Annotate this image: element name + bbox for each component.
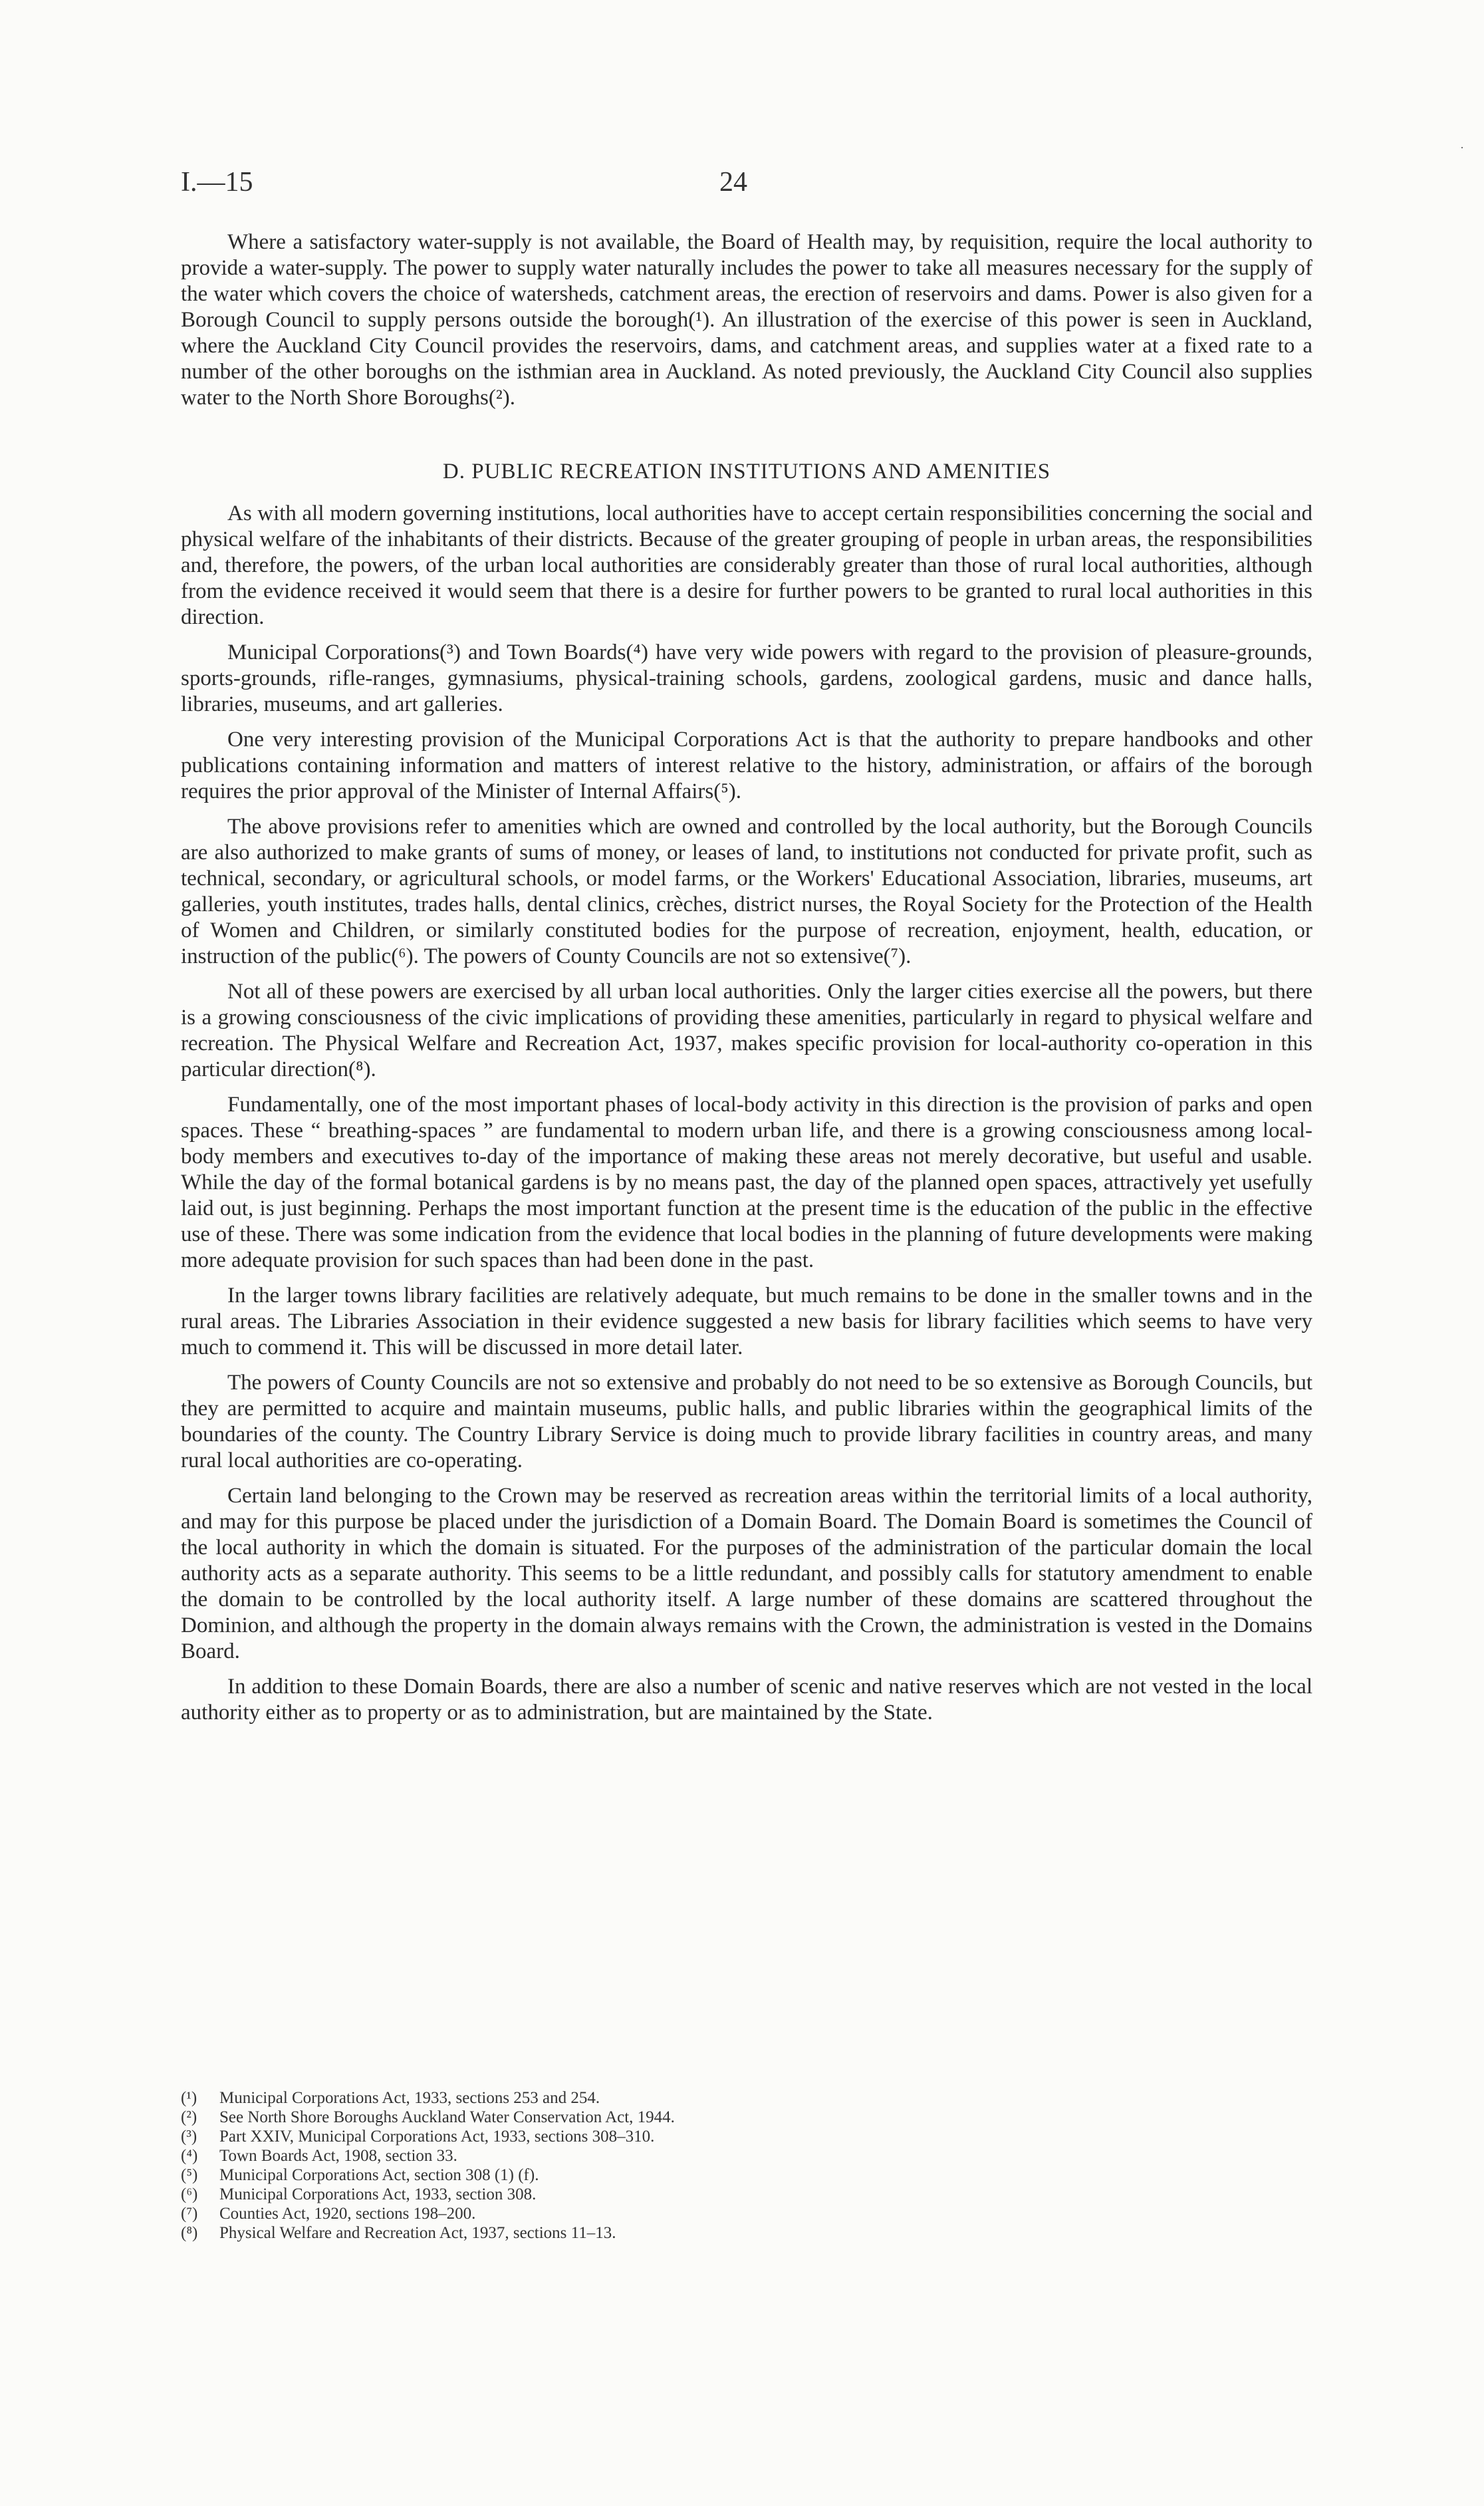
footnote <box>181 2185 1112 2204</box>
footnote-text: Part XXIV, Municipal Corporations Act, 1933, sections 308–310. <box>219 2128 655 2146</box>
footnote-mark: (⁵) <box>181 2166 198 2184</box>
footnote-mark: (⁴) <box>181 2147 198 2165</box>
footnote-text: Municipal Corporations Act, section 308 (1) (f). <box>219 2166 539 2184</box>
page-number: 24 <box>719 167 747 198</box>
margin-mark: · <box>1460 141 1464 154</box>
footnote <box>181 2204 1112 2223</box>
paragraph: In addition to these Domain Boards, there are also a number of scenic and native reserves which are not vested in the local authority either as to property or as to administration, but are maintained by the State. <box>181 1675 1312 1725</box>
footnote-text: Physical Welfare and Recreation Act, 1937, sections 11–13. <box>219 2224 616 2242</box>
footnote <box>181 2165 1112 2185</box>
paragraph: Certain land belonging to the Crown may be reserved as recreation areas within the territorial limits of a local authority, and may for this purpose be placed under the jurisdiction of a Domain Board. The Domain Board is sometimes the Council of the local authority in which the domain is situated. For the purposes of the administration of the particular domain the local authority acts as a separate authority. This seems to be a little redundant, and possibly calls for statutory amendment to enable the domain to be controlled by the local authority itself. A large number of these domains are scattered throughout the Dominion, and although the property in the domain always remains with the Crown, the administration is vested in the Domains Board. <box>181 1484 1312 1663</box>
footnotes <box>181 2088 1112 2243</box>
footnote <box>181 2223 1112 2243</box>
footnote <box>181 2127 1112 2146</box>
footnote-text: Municipal Corporations Act, 1933, sections 253 and 254. <box>219 2089 600 2107</box>
body-text <box>181 229 1312 1735</box>
footnote-mark: (⁷) <box>181 2205 198 2223</box>
footnote <box>181 2108 1112 2127</box>
section-heading: D. PUBLIC RECREATION INSTITUTIONS AND AMENITIES <box>442 460 1051 484</box>
footnote-text: Municipal Corporations Act, 1933, section 308. <box>219 2185 537 2203</box>
footnote <box>181 2146 1112 2165</box>
paragraph: In the larger towns library facilities are relatively adequate, but much remains to be done in the smaller towns and in the rural areas. The Libraries Association in their evidence suggested a new basis for library facilities which seems to have very much to commend it. This will be discussed in more detail later. <box>181 1284 1312 1359</box>
paragraph: Not all of these powers are exercised by all urban local authorities. Only the larger cities exercise all the powers, but there is a growing consciousness of the civic implications of providing these amenities, particularly in regard to physical welfare and recreation. The Physical Welfare and Recreation Act, 1937, makes specific provision for local-authority co-operation in this particular direction(⁸). <box>181 980 1312 1081</box>
footnote-text: Counties Act, 1920, sections 198–200. <box>219 2205 476 2223</box>
footnote-mark: (⁶) <box>181 2185 198 2203</box>
paragraph: Municipal Corporations(³) and Town Boards(⁴) have very wide powers with regard to the provision of pleasure-grounds, sports-grounds, rifle-ranges, gymnasiums, physical-training schools, gardens, zoological gardens, music and dance halls, libraries, museums, and art galleries. <box>181 640 1312 716</box>
footnote-mark: (²) <box>181 2108 197 2126</box>
footnote-mark: (³) <box>181 2128 197 2146</box>
paragraph: One very interesting provision of the Municipal Corporations Act is that the authority to prepare handbooks and other publications containing information and matters of interest relative to the history, administration, or affairs of the borough requires the prior approval of the Minister of Internal Affairs(⁵). <box>181 728 1312 803</box>
footnote-text: See North Shore Boroughs Auckland Water Conservation Act, 1944. <box>219 2108 675 2126</box>
paragraph: As with all modern governing institutions, local authorities have to accept certain responsibilities concerning the social and physical welfare of the inhabitants of their districts. Because of the greater grouping of people in urban areas, the responsibilities and, therefore, the powers, of the urban local authorities are considerably greater than those of rural local authorities, although from the evidence received it would seem that there is a desire for further powers to be granted to rural local authorities in this direction. <box>181 501 1312 629</box>
footnote-mark: (⁸) <box>181 2224 198 2242</box>
paragraph: Fundamentally, one of the most important phases of local-body activity in this direction is the provision of parks and open spaces. These “ breathing-spaces ” are fundamental to modern urban life, and there is a growing consciousness among local-body members and executives to-day of the importance of making these areas not merely decorative, but useful and usable. While the day of the formal botanical gardens is by no means past, the day of the planned open spaces, attractively yet usefully laid out, is just beginning. Perhaps the most important function at the present time is the education of the public in the effective use of these. There was some indication from the evidence that local bodies in the planning of future developments were making more adequate provision for such spaces than had been done in the past. <box>181 1093 1312 1272</box>
footnote-mark: (¹) <box>181 2089 197 2107</box>
footnote <box>181 2088 1112 2108</box>
paragraph-water-supply: Where a satisfactory water-supply is not available, the Board of Health may, by requisition, require the local authority to provide a water-supply. The power to supply water naturally includes the power to take all measures necessary for the supply of the water which covers the choice of watersheds, catchment areas, the erection of reservoirs and dams. Power is also given for a Borough Council to supply persons outside the borough(¹). An illustration of the exercise of this power is seen in Auckland, where the Auckland City Council provides the reservoirs, dams, and catchment areas, and supplies water at a fixed rate to a number of the other boroughs on the isthmian area in Auckland. As noted previously, the Auckland City Council also supplies water to the North Shore Boroughs(²). <box>181 230 1312 410</box>
paragraph: The above provisions refer to amenities which are owned and controlled by the local authority, but the Borough Councils are also authorized to make grants of sums of money, or leases of land, to institutions not conducted for private profit, such as technical, secondary, or agricultural schools, or model farms, or the Workers' Educational Association, libraries, museums, art galleries, youth institutes, trades halls, dental clinics, crèches, district nurses, the Royal Society for the Protection of the Health of Women and Children, or similarly constituted bodies for the purpose of recreation, enjoyment, health, education, or instruction of the public(⁶). The powers of County Councils are not so extensive(⁷). <box>181 815 1312 968</box>
footnote-text: Town Boards Act, 1908, section 33. <box>219 2147 457 2165</box>
document-reference: I.—15 <box>181 167 253 198</box>
paragraph: The powers of County Councils are not so extensive and probably do not need to be so extensive as Borough Councils, but they are permitted to acquire and maintain museums, public halls, and public libraries within the geographical limits of the boundaries of the county. The Country Library Service is doing much to provide library facilities in country areas, and many rural local authorities are co-operating. <box>181 1371 1312 1472</box>
